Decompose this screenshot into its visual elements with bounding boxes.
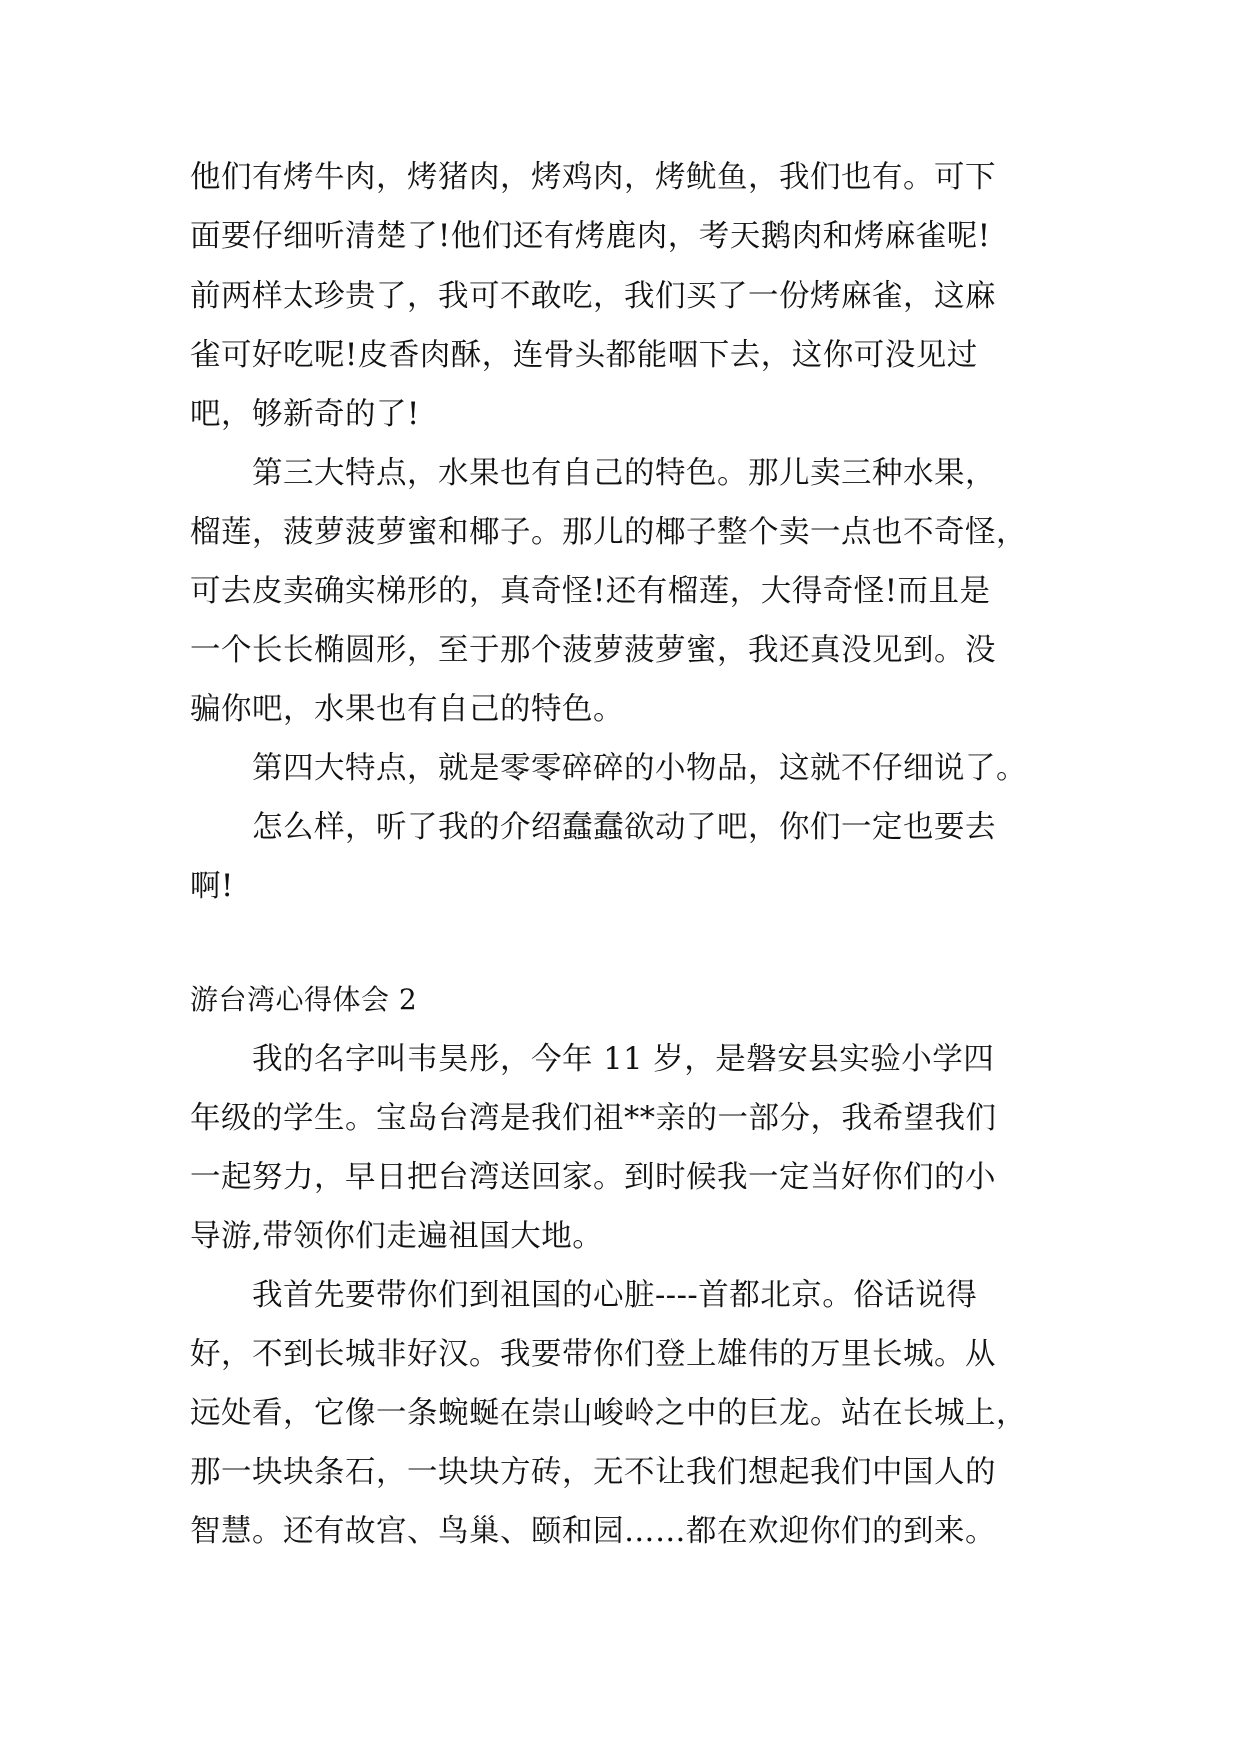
body-line: 面要仔细听清楚了!他们还有烤鹿肉，考天鹅肉和烤麻雀呢! [190, 219, 991, 254]
body-line: 可去皮卖确实梯形的，真奇怪!还有榴莲，大得奇怪!而且是 [190, 574, 991, 609]
body-line: 我的名字叫韦昊彤，今年 11 岁，是磐安县实验小学四 [190, 1042, 995, 1077]
body-line: 远处看，它像一条蜿蜒在崇山峻岭之中的巨龙。站在长城上， [190, 1396, 1027, 1431]
body-line: 好，不到长城非好汉。我要带你们登上雄伟的万里长城。从 [190, 1337, 996, 1372]
body-line: 前两样太珍贵了，我可不敢吃，我们买了一份烤麻雀，这麻 [190, 279, 996, 314]
body-line: 一个长长椭圆形，至于那个菠萝菠萝蜜，我还真没见到。没 [190, 633, 996, 668]
body-line: 导游,带领你们走遍祖国大地。 [190, 1219, 604, 1254]
section-title: 游台湾心得体会 2 [190, 983, 418, 1016]
body-line: 那一块块条石，一块块方砖，无不让我们想起我们中国人的 [190, 1455, 996, 1490]
body-line: 一起努力，早日把台湾送回家。到时候我一定当好你们的小 [190, 1160, 996, 1195]
body-line: 吧，够新奇的了! [190, 397, 420, 432]
body-line: 第四大特点，就是零零碎碎的小物品，这就不仔细说了。 [190, 751, 1027, 786]
body-line: 雀可好吃呢!皮香肉酥，连骨头都能咽下去，这你可没见过 [190, 338, 978, 373]
body-line: 啊! [190, 869, 234, 904]
body-line: 第三大特点，水果也有自己的特色。那儿卖三种水果， [190, 456, 996, 491]
body-line: 怎么样，听了我的介绍蠢蠢欲动了吧，你们一定也要去 [190, 810, 996, 845]
body-line: 智慧。还有故宫、鸟巢、颐和园……都在欢迎你们的到来。 [190, 1514, 996, 1549]
body-line: 年级的学生。宝岛台湾是我们祖**亲的一部分，我希望我们 [190, 1101, 997, 1136]
body-line: 骗你吧，水果也有自己的特色。 [190, 692, 624, 727]
body-line: 他们有烤牛肉，烤猪肉，烤鸡肉，烤鱿鱼，我们也有。可下 [190, 160, 996, 195]
body-line: 榴莲，菠萝菠萝蜜和椰子。那儿的椰子整个卖一点也不奇怪， [190, 515, 1027, 550]
body-line: 我首先要带你们到祖国的心脏----首都北京。俗话说得 [190, 1278, 978, 1313]
